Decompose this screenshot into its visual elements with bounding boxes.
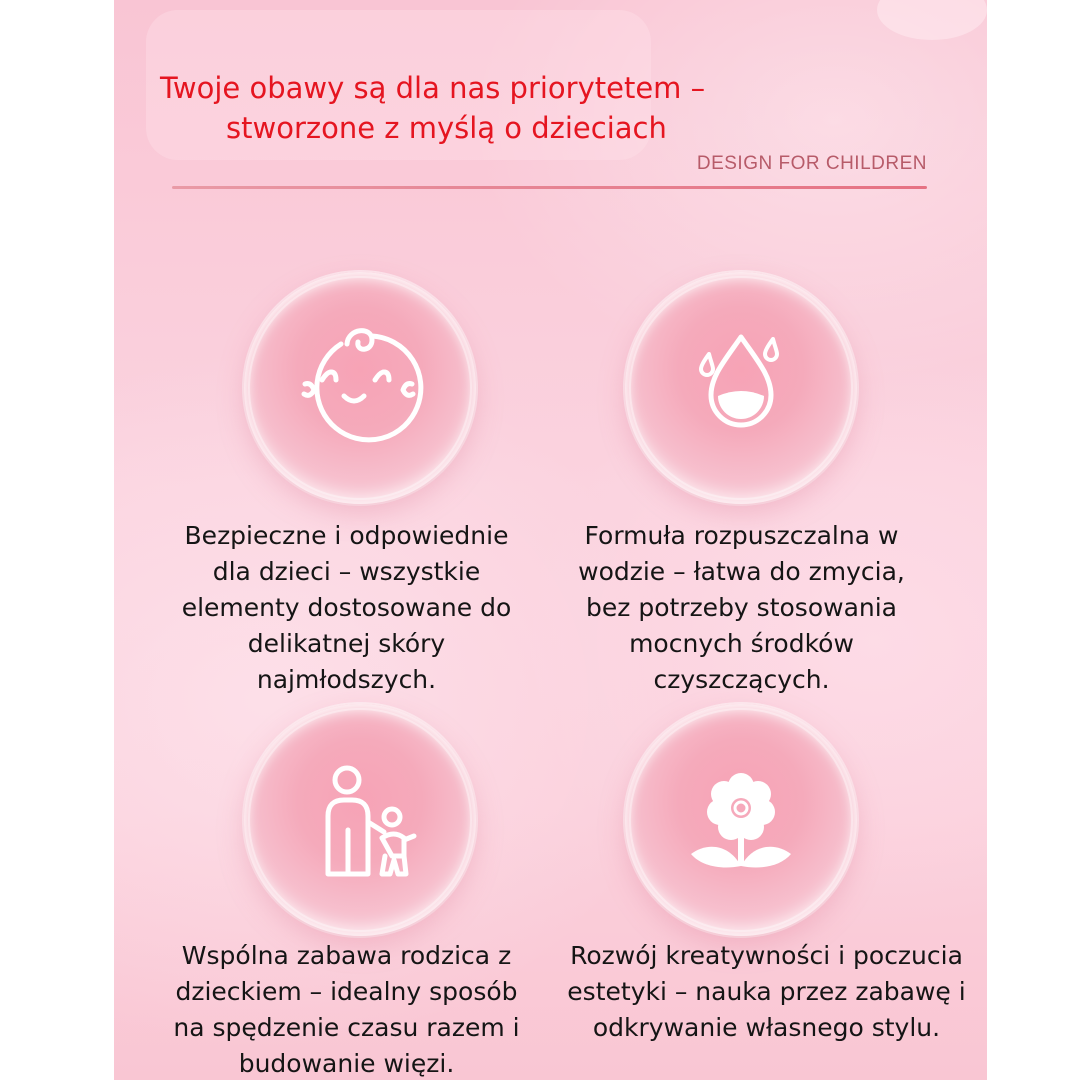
feature-2-line: wodzie – łatwa do zmycia, [578, 557, 905, 586]
feature-4-line: estetyki – nauka przez zabawę i [567, 977, 966, 1006]
feature-1-badge [244, 272, 476, 504]
title-divider [172, 186, 927, 189]
parent-child-icon [244, 704, 476, 936]
baby-face-icon [244, 272, 476, 504]
feature-3-text [134, 938, 559, 1080]
product-panel [114, 0, 987, 1080]
feature-4-badge [625, 704, 857, 936]
feature-3-line: Wspólna zabawa rodzica z [181, 941, 512, 970]
feature-4-text [544, 938, 987, 1046]
feature-3-badge [244, 704, 476, 936]
feature-2-line: mocnych środków [629, 629, 854, 658]
feature-2-line: Formuła rozpuszczalna w [584, 521, 899, 550]
feature-1-text [154, 518, 539, 698]
feature-4-line: Rozwój kreatywności i poczucia [570, 941, 963, 970]
feature-2-line: bez potrzeby stosowania [586, 593, 897, 622]
feature-3-line: dzieckiem – idealny sposób [175, 977, 518, 1006]
feature-1-line: Bezpieczne i odpowiednie [184, 521, 509, 550]
title-line-2: stworzone z myślą o dzieciach [226, 111, 667, 145]
title-line-1: Twoje obawy są dla nas priorytetem – [160, 71, 706, 105]
feature-4-line: odkrywanie własnego stylu. [592, 1013, 941, 1042]
feature-3-line: na spędzenie czasu razem i [173, 1013, 520, 1042]
feature-1-line: elementy dostosowane do [181, 593, 512, 622]
feature-2-line: czyszczących. [653, 665, 830, 694]
feature-2-badge [625, 272, 857, 504]
background-glow [877, 0, 987, 40]
feature-3-line: budowanie więzi. [238, 1049, 455, 1078]
feature-1-line: najmłodszych. [256, 665, 437, 694]
page-subtitle: DESIGN FOR CHILDREN [696, 153, 927, 174]
flower-icon [625, 704, 857, 936]
feature-2-text [554, 518, 929, 698]
water-drop-icon [625, 272, 857, 504]
feature-1-line: delikatnej skóry [247, 629, 446, 658]
page-title [154, 68, 764, 148]
feature-1-line: dla dzieci – wszystkie [212, 557, 481, 586]
